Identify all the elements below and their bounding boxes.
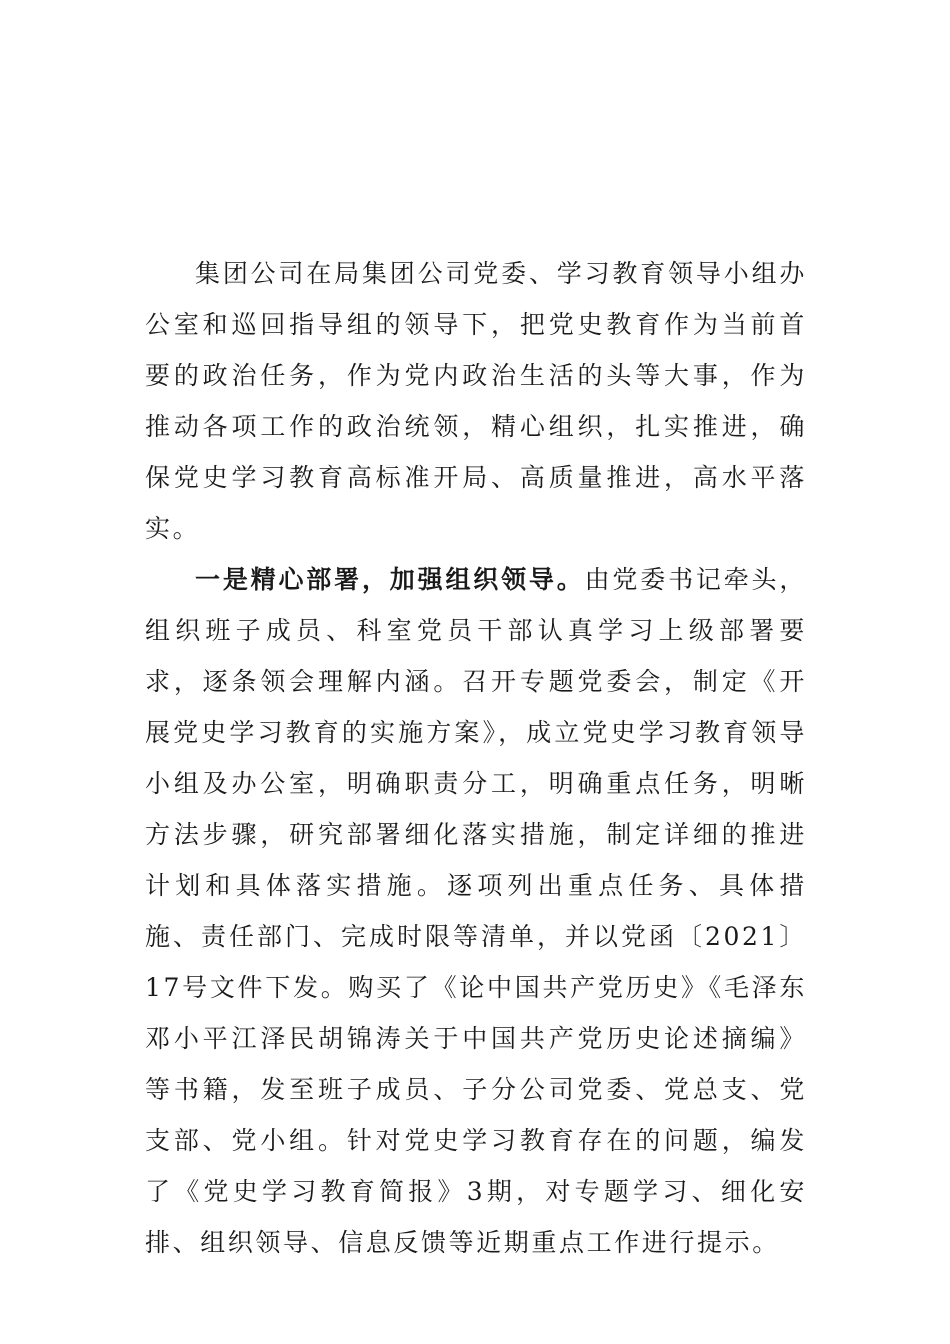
section-one-heading: 一是精心部署，加强组织领导。 <box>195 565 585 594</box>
intro-paragraph <box>145 248 807 554</box>
intro-paragraph-text: 集团公司在局集团公司党委、学习教育领导小组办公室和巡回指导组的领导下，把党史教育作为当前首要的政治任务，作为党内政治生活的头等大事，作为推动各项工作的政治统领，精心组织，扎实推进，确保党史学习教育高标准开局、高质量推进，高水平落实。 <box>145 259 807 543</box>
section-one-text: 由党委书记牵头，组织班子成员、科室党员干部认真学习上级部署要求，逐条领会理解内涵。召开专题党委会，制定《开展党史学习教育的实施方案》，成立党史学习教育领导小组及办公室，明确职责分工，明确重点任务，明晰方法步骤，研究部署细化落实措施，制定详细的推进计划和具体落实措施。逐项列出重点任务、具体措施、责任部门、完成时限等清单，并以党函〔2021〕17号文件下发。购买了《论中国共产党历史》《毛泽东邓小平江泽民胡锦涛关于中国共产党历史论述摘编》等书籍，发至班子成员、子分公司党委、党总支、党支部、党小组。针对党史学习教育存在的问题，编发了《党史学习教育简报》3期，对专题学习、细化安排、组织领导、信息反馈等近期重点工作进行提示。 <box>145 565 807 1257</box>
section-one-paragraph <box>145 554 807 1268</box>
document-body <box>145 248 807 1268</box>
